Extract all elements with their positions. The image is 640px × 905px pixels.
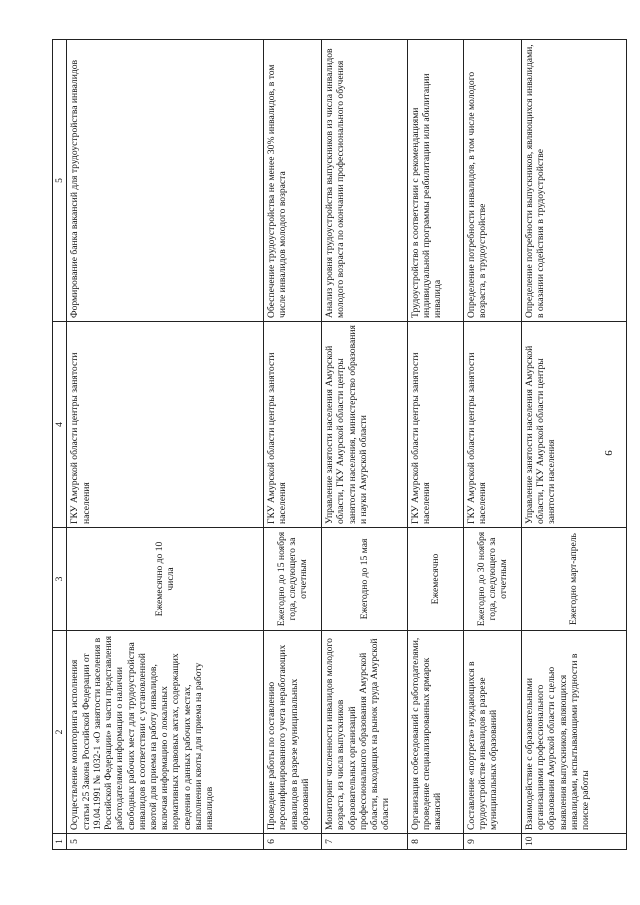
- result-cell: Обеспечение трудоустройства не менее 30% инвалидов, в том числе инвалидов молодого возраста: [264, 40, 322, 322]
- period-cell: Ежегодно март-апрель: [521, 528, 626, 631]
- activity-cell: Мониторинг численности инвалидов молодого возраста, из числа выпускников образовательных организаций профессионального образования Амурской области, выходящих на рынок труда Амурской области: [322, 631, 408, 834]
- table-row: [322, 40, 408, 850]
- row-number: 9: [463, 834, 521, 850]
- table-row: [67, 40, 264, 850]
- activity-cell: Организация собеседований с работодателями, проведение специализированных ярмарок вакансий: [407, 631, 463, 834]
- result-cell: Анализ уровня трудоустройства выпускников из числа инвалидов молодого возраста по окончании профессионального обучения: [322, 40, 408, 322]
- period-cell: Ежегодно до 15 мая: [322, 528, 408, 631]
- period-cell: Ежемесячно до 10 числа: [67, 528, 264, 631]
- row-number: 8: [407, 834, 463, 850]
- measures-table: [52, 39, 627, 850]
- table-row: [463, 40, 521, 850]
- column-number-row: [53, 40, 67, 850]
- row-number: 6: [264, 834, 322, 850]
- executor-cell: ГКУ Амурской области центры занятости населения: [67, 322, 264, 528]
- rotated-table-container: [52, 40, 627, 850]
- executor-cell: Управление занятости населения Амурской области, ГКУ Амурской области центры занятости населения, министерство образования и науки Амурской области: [322, 322, 408, 528]
- executor-cell: ГКУ Амурской области центры занятости населения: [463, 322, 521, 528]
- executor-cell: ГКУ Амурской области центры занятости населения: [407, 322, 463, 528]
- page-number: 9: [602, 450, 614, 456]
- period-cell: Ежегодно до 15 ноября года, следующего за отчетным: [264, 528, 322, 631]
- row-number: 10: [521, 834, 626, 850]
- executor-cell: Управление занятости населения Амурской области, ГКУ Амурской области центры занятости населения: [521, 322, 626, 528]
- period-cell: Ежегодно до 30 ноября года, следующего за отчетным: [463, 528, 521, 631]
- column-number: 5: [53, 40, 67, 322]
- row-number: 5: [67, 834, 264, 850]
- result-cell: Определение потребности выпускников, являющихся инвалидами, в оказании содействия в трудоустройстве: [521, 40, 626, 322]
- column-number: 4: [53, 322, 67, 528]
- table-row: [407, 40, 463, 850]
- activity-cell: Осуществление мониторинга исполнения статьи 25 Закона Российской Федерации от 19.04.1991 № 1032-1 «О занятости населения в Российской Федерации» в части представления работодателями информации о наличии свободных рабочих мест для трудоустройства инвалидов в соответствии с установленной квотой для приема на работу инвалидов, включая информацию о локальных нормативных правовых актах, содержащих сведения о данных рабочих местах, выполнении квоты для приема на работу инвалидов: [67, 631, 264, 834]
- column-number: 3: [53, 528, 67, 631]
- table-row: [521, 40, 626, 850]
- activity-cell: Проведение работы по составлению персонифицированного учета неработающих инвалидов в разрезе муниципальных образований: [264, 631, 322, 834]
- executor-cell: ГКУ Амурской области центры занятости населения: [264, 322, 322, 528]
- column-number: 2: [53, 631, 67, 834]
- result-cell: Определение потребности инвалидов, в том числе молодого возраста, в трудоустройстве: [463, 40, 521, 322]
- result-cell: Трудоустройство в соответствии с рекомендациями индивидуальной программы реабилитации или абилитации инвалида: [407, 40, 463, 322]
- table-row: [264, 40, 322, 850]
- row-number: 7: [322, 834, 408, 850]
- activity-cell: Взаимодействие с образовательными организациями профессионального образования Амурской области с целью выявления выпускников, являющихся инвалидами, испытывающими трудности в поиске работы: [521, 631, 626, 834]
- column-number: 1: [53, 834, 67, 850]
- result-cell: Формирование банка вакансий для трудоустройства инвалидов: [67, 40, 264, 322]
- activity-cell: Составление «портрета» нуждающихся в трудоустройстве инвалидов в разрезе муниципальных образований: [463, 631, 521, 834]
- period-cell: Ежемесячно: [407, 528, 463, 631]
